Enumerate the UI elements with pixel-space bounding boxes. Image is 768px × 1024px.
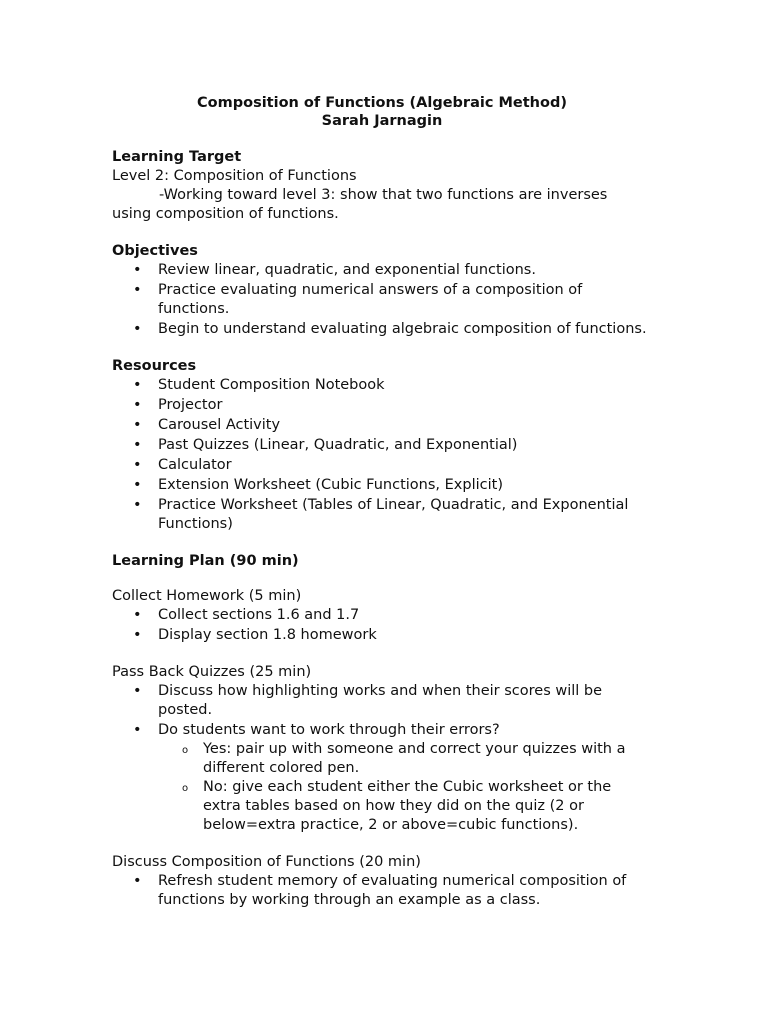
resources-list	[112, 376, 652, 534]
list-item: • Student Composition Notebook	[112, 376, 652, 395]
list-item: • Calculator	[112, 456, 652, 475]
pass-back-quizzes-heading: Pass Back Quizzes (25 min)	[112, 664, 312, 680]
objectives-heading: Objectives	[112, 243, 198, 259]
discuss-composition-heading: Discuss Composition of Functions (20 min)	[112, 854, 421, 870]
list-item: • Past Quizzes (Linear, Quadratic, and Exponential)	[112, 436, 652, 455]
learning-target-level: Level 2: Composition of Functions	[112, 168, 357, 184]
pass-back-quizzes-section	[112, 663, 652, 835]
list-item: • Review linear, quadratic, and exponential functions.	[112, 261, 652, 280]
list-item-text: Do students want to work through their errors?	[158, 722, 500, 738]
errors-sub-list	[158, 740, 652, 835]
discuss-composition-section	[112, 853, 652, 910]
sub-list-item: o Yes: pair up with someone and correct your quizzes with a different colored pen.	[112, 740, 652, 778]
list-item: • Extension Worksheet (Cubic Functions, Explicit)	[112, 476, 652, 495]
list-item: • Projector	[112, 396, 652, 415]
list-item: • Carousel Activity	[112, 416, 652, 435]
discuss-composition-list	[112, 872, 652, 910]
list-item: • Display section 1.8 homework	[112, 626, 652, 645]
objectives-section	[112, 242, 652, 339]
collect-homework-section	[112, 587, 652, 645]
list-item: • Collect sections 1.6 and 1.7	[112, 606, 652, 625]
learning-target-working-line2: using composition of functions.	[112, 206, 339, 222]
collect-homework-heading: Collect Homework (5 min)	[112, 588, 302, 604]
learning-plan-heading: Learning Plan (90 min)	[112, 553, 299, 569]
objectives-list	[112, 261, 652, 339]
list-item: • Begin to understand evaluating algebraic composition of functions.	[112, 320, 652, 339]
author-name: Sarah Jarnagin	[321, 113, 443, 129]
document-title: Composition of Functions (Algebraic Method)	[197, 95, 567, 111]
list-item: • Practice evaluating numerical answers of a composition of functions.	[112, 281, 652, 319]
list-item: • Refresh student memory of evaluating numerical composition of functions by working through an example as a class.	[112, 872, 652, 910]
list-item: • Practice Worksheet (Tables of Linear, Quadratic, and Exponential Functions)	[112, 496, 652, 534]
pass-back-quizzes-list	[112, 682, 652, 835]
learning-target-heading: Learning Target	[112, 149, 242, 165]
list-item: • Discuss how highlighting works and when their scores will be posted.	[112, 682, 652, 720]
sub-list-item: o No: give each student either the Cubic worksheet or the extra tables based on how they did on the quiz (2 or below=extra practice, 2 or above=cubic functions).	[112, 778, 652, 835]
collect-homework-list	[112, 606, 652, 645]
lesson-plan	[112, 94, 652, 928]
learning-target-section	[112, 148, 652, 224]
title-block	[112, 94, 652, 130]
list-item	[112, 721, 652, 835]
resources-section	[112, 357, 652, 534]
learning-target-working-line1: -Working toward level 3: show that two functions are inverses	[159, 187, 608, 203]
resources-heading: Resources	[112, 358, 197, 374]
